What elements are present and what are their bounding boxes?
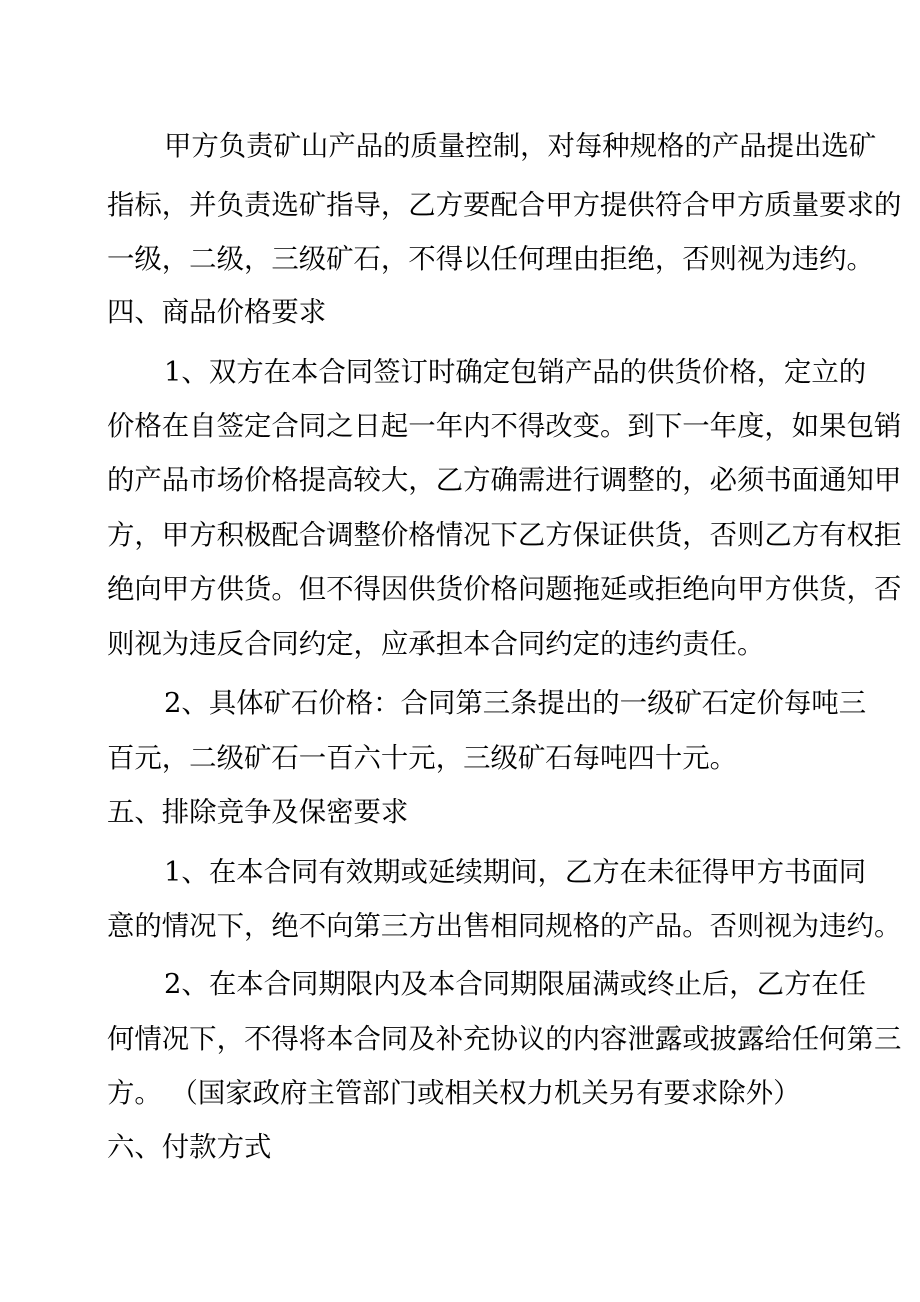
paragraph-line: 的产品市场价格提高较大，乙方确需进行调整的，必须书面通知甲 (107, 465, 902, 496)
paragraph-line: 方，甲方积极配合调整价格情况下乙方保证供货，否则乙方有权拒 (107, 520, 902, 551)
paragraph-line: 2、具体矿石价格：合同第三条提出的一级矿石定价每吨三 (164, 688, 867, 719)
section-heading: 五、排除竞争及保密要求 (107, 797, 409, 828)
paragraph-line: 2、在本合同期限内及本合同期限届满或终止后，乙方在任 (164, 969, 867, 1000)
section-heading: 四、商品价格要求 (107, 297, 327, 328)
paragraph-line: 1、双方在本合同签订时确定包销产品的供货价格，定立的 (164, 357, 867, 388)
paragraph-line: 指标，并负责选矿指导，乙方要配合甲方提供符合甲方质量要求的 (107, 190, 902, 221)
paragraph-line: 何情况下，不得将本合同及补充协议的内容泄露或披露给任何第三 (107, 1024, 902, 1055)
paragraph-line: 意的情况下，绝不向第三方出售相同规格的产品。否则视为违约。 (107, 911, 902, 942)
paragraph-line: 绝向甲方供货。但不得因供货价格问题拖延或拒绝向甲方供货，否 (107, 574, 902, 605)
paragraph-line: 价格在自签定合同之日起一年内不得改变。到下一年度，如果包销 (107, 411, 902, 442)
paragraph-line: 方。 （国家政府主管部门或相关权力机关另有要求除外） (107, 1078, 801, 1109)
paragraph-line: 1、在本合同有效期或延续期间，乙方在未征得甲方书面同 (164, 857, 867, 888)
paragraph-line: 一级，二级，三级矿石，不得以任何理由拒绝，否则视为违约。 (107, 244, 874, 275)
paragraph-line: 甲方负责矿山产品的质量控制，对每种规格的产品提出选矿 (164, 131, 877, 162)
paragraph-line: 则视为违反合同约定，应承担本合同约定的违约责任。 (107, 629, 765, 660)
section-heading: 六、付款方式 (107, 1132, 272, 1163)
paragraph-line: 百元，二级矿石一百六十元，三级矿石每吨四十元。 (107, 743, 737, 774)
